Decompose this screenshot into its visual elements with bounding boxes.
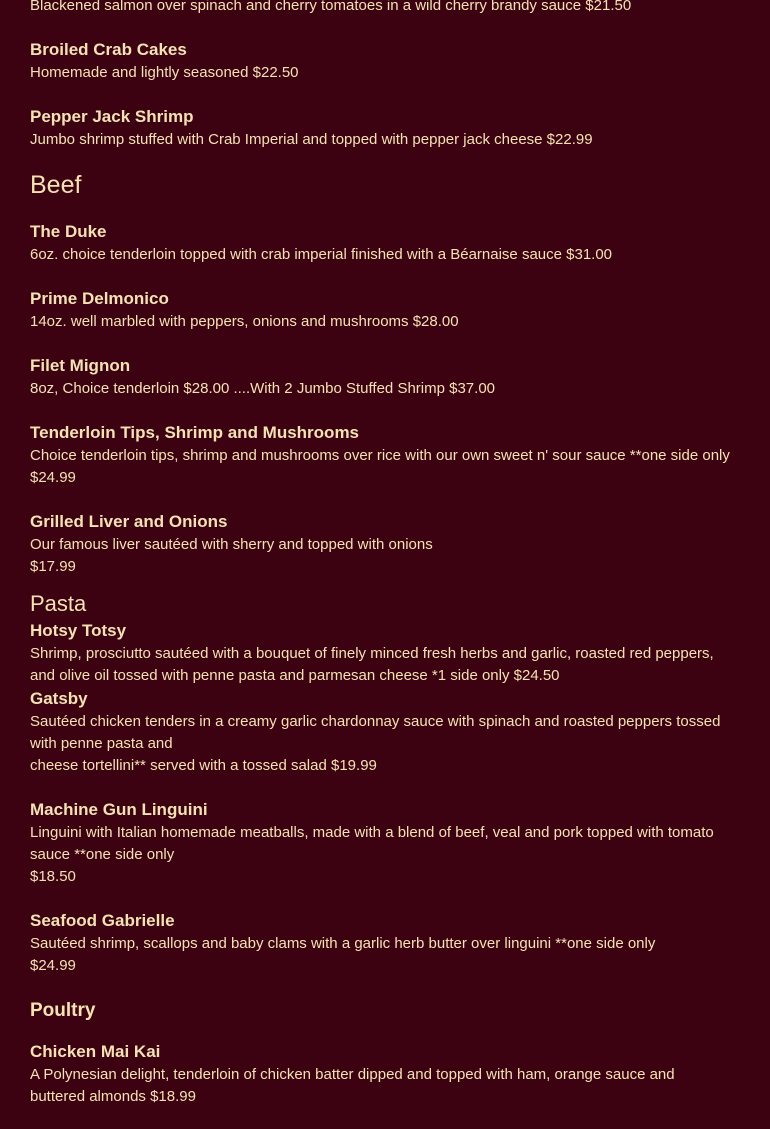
item-price: $18.50 <box>30 868 76 885</box>
section-heading-poultry: Poultry <box>30 1000 96 1021</box>
item-title: Broiled Crab Cakes <box>30 40 187 59</box>
item-description: Jumbo shrimp stuffed with Crab Imperial and topped with pepper jack cheese $22.99 <box>30 131 593 148</box>
menu-item-blackened-salmon <box>30 0 730 17</box>
item-description: Blackened salmon over spinach and cherry tomatoes in a wild cherry brandy sauce $21.50 <box>30 0 632 14</box>
menu-item-grilled-liver <box>30 511 730 578</box>
item-description-continued: cheese tortellini** served with a tossed salad $19.99 <box>30 757 377 774</box>
item-title: Hotsy Totsy <box>30 621 127 640</box>
item-title: Gatsby <box>30 689 88 708</box>
item-title: Pepper Jack Shrimp <box>30 107 194 126</box>
menu-item-prime-delmonico <box>30 288 730 333</box>
item-title: Prime Delmonico <box>30 289 169 308</box>
item-description: Linguini with Italian homemade meatballs, made with a blend of beef, veal and pork topped with tomato sauce **one side only <box>30 824 714 863</box>
menu-page <box>30 0 730 1129</box>
item-description: Shrimp, prosciutto sautéed with a bouquet of finely minced fresh herbs and garlic, roasted red peppers, and olive oil tossed with penne pasta and parmesan cheese *1 side only $24.50 <box>30 645 714 684</box>
section-heading-beef: Beef <box>30 171 82 199</box>
menu-item-tenderloin-tips <box>30 422 730 489</box>
item-title: Machine Gun Linguini <box>30 800 208 819</box>
item-description: Choice tenderloin tips, shrimp and mushrooms over rice with our own sweet n' sour sauce **one side only $24.99 <box>30 447 730 486</box>
item-description: Sautéed chicken tenders in a creamy garlic chardonnay sauce with spinach and roasted peppers tossed with penne pasta and <box>30 713 721 752</box>
item-description: 8oz, Choice tenderloin $28.00 ....With 2 Jumbo Stuffed Shrimp $37.00 <box>30 380 495 397</box>
section-heading-pasta: Pasta <box>30 591 87 616</box>
item-title: The Duke <box>30 222 107 241</box>
item-title: Filet Mignon <box>30 356 131 375</box>
item-description: Our famous liver sautéed with sherry and topped with onions <box>30 536 433 553</box>
item-description: Homemade and lightly seasoned $22.50 <box>30 64 299 81</box>
menu-item-hotsy-totsy <box>30 620 730 687</box>
menu-item-broiled-crab-cakes <box>30 39 730 84</box>
item-description: A Polynesian delight, tenderloin of chicken batter dipped and topped with ham, orange sauce and buttered almonds $18.99 <box>30 1066 675 1105</box>
item-description: Sautéed shrimp, scallops and baby clams with a garlic herb butter over linguini **one side only <box>30 935 656 952</box>
item-title: Seafood Gabrielle <box>30 911 175 930</box>
item-description: 14oz. well marbled with peppers, onions and mushrooms $28.00 <box>30 313 459 330</box>
menu-item-chicken-mai-kai <box>30 1041 730 1108</box>
menu-item-the-duke <box>30 221 730 266</box>
menu-item-filet-mignon <box>30 355 730 400</box>
item-description: 6oz. choice tenderloin topped with crab imperial finished with a Béarnaise sauce $31.00 <box>30 246 613 263</box>
menu-item-seafood-gabrielle <box>30 910 730 977</box>
item-title: Tenderloin Tips, Shrimp and Mushrooms <box>30 423 360 442</box>
item-price: $24.99 <box>30 957 76 974</box>
menu-item-gatsby <box>30 688 730 777</box>
item-title: Chicken Mai Kai <box>30 1042 161 1061</box>
item-price: $17.99 <box>30 558 76 575</box>
menu-item-machine-gun-linguini <box>30 799 730 888</box>
menu-item-pepper-jack-shrimp <box>30 106 730 151</box>
item-title: Grilled Liver and Onions <box>30 512 228 531</box>
